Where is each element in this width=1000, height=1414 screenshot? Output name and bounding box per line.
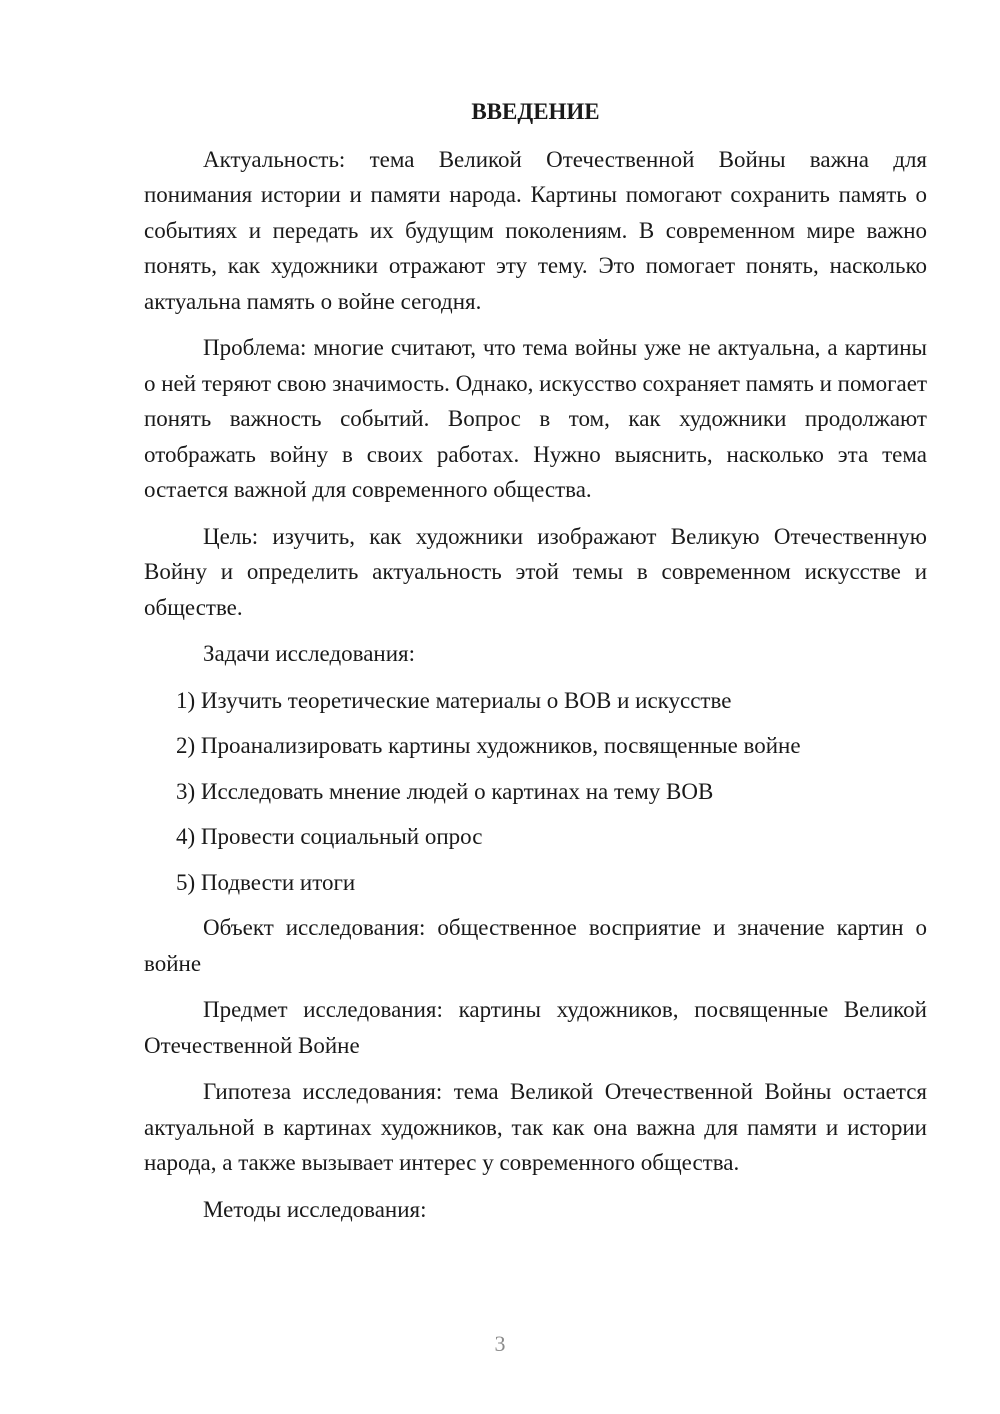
section-title: ВВЕДЕНИЕ — [471, 99, 600, 124]
task-item: 4) Провести социальный опрос — [176, 824, 483, 849]
methods-heading: Методы исследования: — [203, 1196, 427, 1222]
page-number: 3 — [494, 1331, 506, 1356]
goal-paragraph: Цель: изучить, как художники изображают Великую Отечественную Войну и определить актуальность этой темы в современном искусстве и обществе. — [144, 523, 927, 620]
task-item: 3) Исследовать мнение людей о картинах на тему ВОВ — [176, 778, 714, 804]
relevance-paragraph: Актуальность: тема Великой Отечественной Войны важна для понимания истории и памяти народа. Картины помогают сохранить память о событиях и передать их будущим поколениям. В современном мире важно понять, как художники отражают эту тему. Это помогает понять, насколько актуальна память о войне сегодня. — [144, 146, 927, 314]
hypothesis-paragraph: Гипотеза исследования: тема Великой Отечественной Войны остается актуальной в картинах художников, так как она важна для памяти и истории народа, а также вызывает интерес у современного общества. — [144, 1079, 927, 1175]
tasks-heading: Задачи исследования: — [203, 641, 416, 666]
task-item: 2) Проанализировать картины художников, посвященные войне — [176, 733, 801, 758]
task-item: 1) Изучить теоретические материалы о ВОВ и искусстве — [176, 687, 732, 713]
subject-paragraph: Предмет исследования: картины художников, посвященные Великой Отечественной Войне — [144, 997, 927, 1058]
task-item: 5) Подвести итоги — [176, 869, 356, 895]
object-paragraph: Объект исследования: общественное восприятие и значение картин о войне — [144, 915, 927, 976]
page-content — [144, 94, 927, 1238]
problem-paragraph: Проблема: многие считают, что тема войны уже не актуальна, а картины о ней теряют свою значимость. Однако, искусство сохраняет память и помогает понять важность событий. Вопрос в том, как художники продолжают отображать войну в своих работах. Нужно выяснить, насколько эта тема остается важной для современного общества. — [144, 335, 928, 502]
tasks-list — [144, 683, 927, 901]
